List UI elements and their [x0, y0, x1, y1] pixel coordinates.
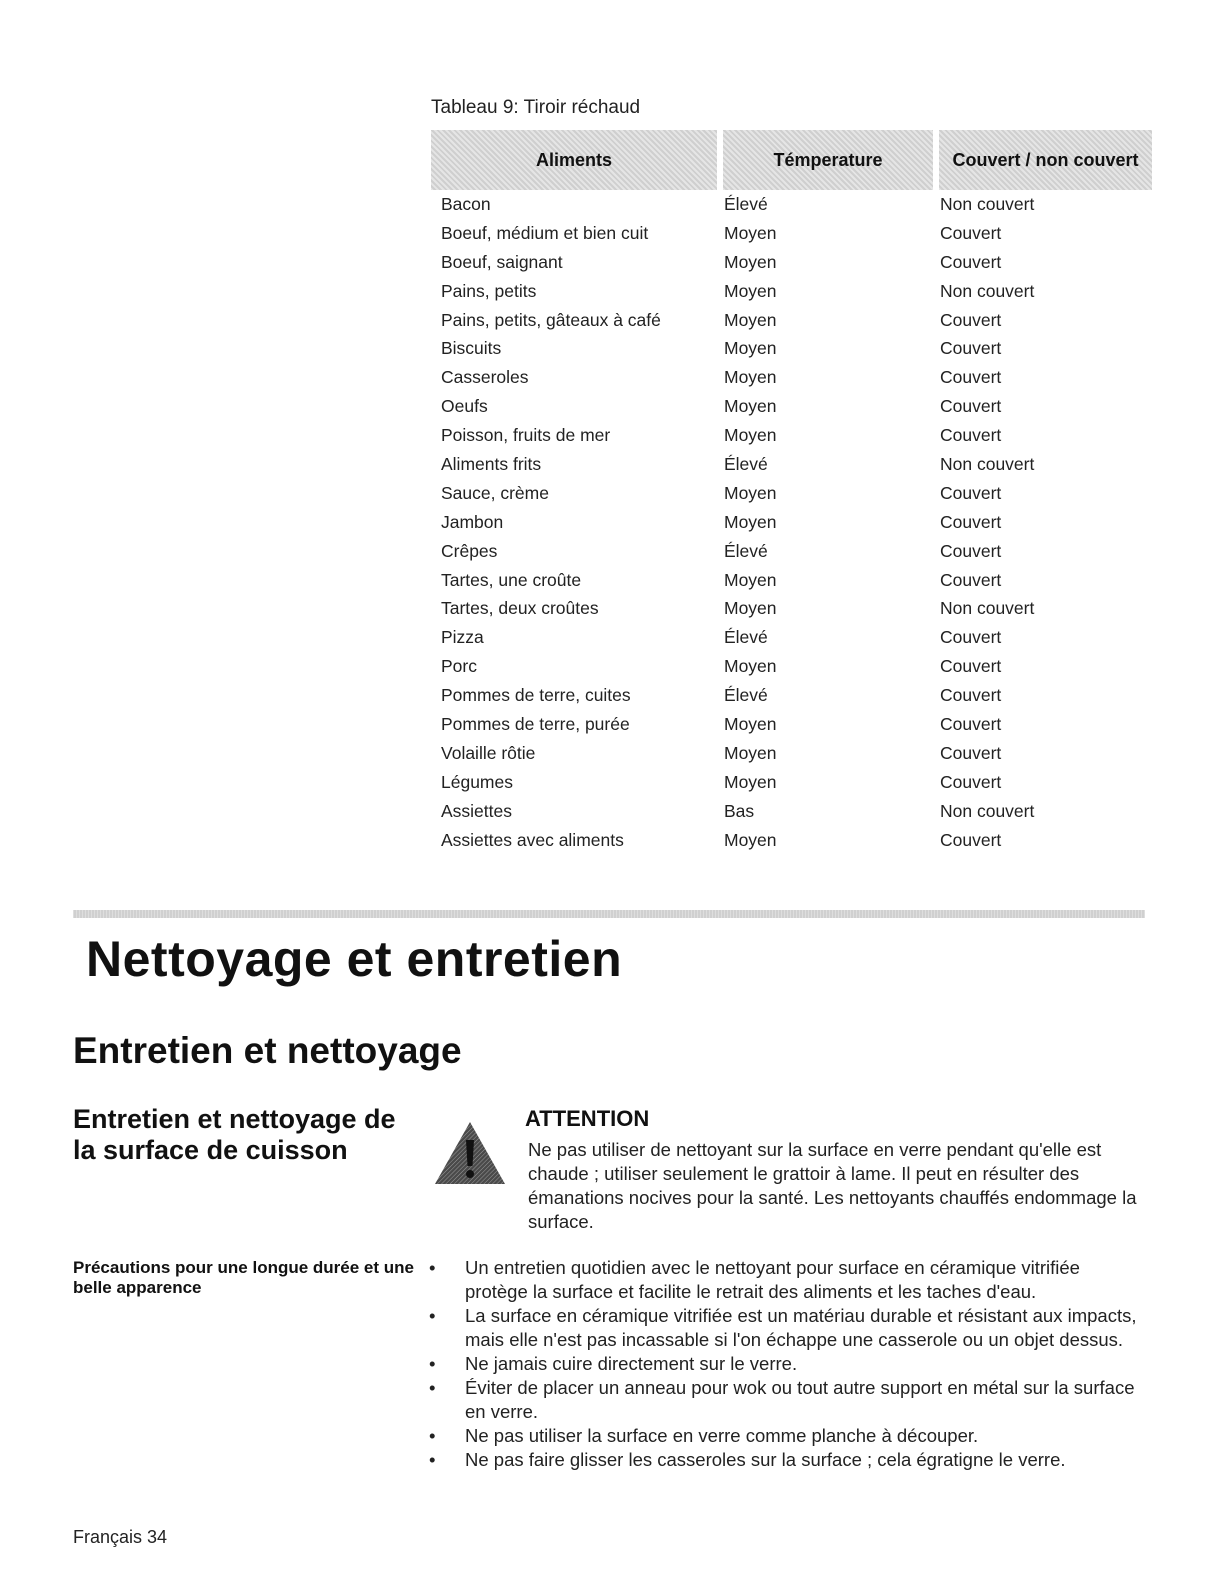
cell-aliment: Oeufs — [441, 396, 488, 417]
table-row — [431, 277, 1152, 306]
cell-aliment: Volaille rôtie — [441, 742, 536, 763]
cell-couvert: Couvert — [940, 713, 1002, 734]
list-item — [425, 1424, 1145, 1448]
header-aliments: Aliments — [431, 130, 720, 190]
table-row — [431, 479, 1152, 508]
cell-couvert: Non couvert — [940, 598, 1035, 619]
cell-aliment: Tartes, une croûte — [441, 569, 582, 590]
cell-temperature: Élevé — [724, 685, 768, 706]
cell-temperature: Élevé — [724, 627, 768, 648]
cell-couvert: Couvert — [940, 309, 1002, 330]
table-row — [431, 508, 1152, 537]
table-row — [431, 739, 1152, 768]
table-row — [431, 306, 1152, 335]
list-item-text: La surface en céramique vitrifiée est un matériau durable et résistant aux impacts, mais elle n'est pas incassable si l'on échappe une casserole ou un objet dessus. — [465, 1305, 1137, 1350]
attention-title: ATTENTION — [525, 1106, 650, 1131]
cell-temperature: Moyen — [724, 713, 777, 734]
list-item-text: Un entretien quotidien avec le nettoyant pour surface en céramique vitrifiée protège la surface et facilite le retrait des aliments et les taches d'eau. — [465, 1257, 1080, 1302]
table-row — [431, 594, 1152, 623]
bullet-icon: • — [429, 1353, 436, 1374]
cell-aliment: Assiettes avec aliments — [441, 829, 624, 850]
cell-temperature: Moyen — [724, 511, 777, 532]
list-item-text: Ne jamais cuire directement sur le verre. — [465, 1353, 798, 1374]
precautions-list — [425, 1256, 1145, 1472]
table-row — [431, 334, 1152, 363]
table-row — [431, 652, 1152, 681]
bullet-icon: • — [429, 1449, 436, 1470]
cell-couvert: Couvert — [940, 685, 1002, 706]
bullet-icon: • — [429, 1305, 436, 1326]
cell-couvert: Couvert — [940, 829, 1002, 850]
cell-aliment: Aliments frits — [441, 453, 542, 474]
cell-temperature: Moyen — [724, 367, 777, 388]
table-row — [431, 566, 1152, 595]
cell-temperature: Moyen — [724, 482, 777, 503]
cell-aliment: Bacon — [441, 193, 491, 214]
cell-temperature: Bas — [724, 800, 755, 821]
cell-aliment: Boeuf, médium et bien cuit — [441, 222, 649, 243]
cell-couvert: Couvert — [940, 569, 1002, 590]
cell-aliment: Porc — [441, 656, 477, 677]
list-item — [425, 1352, 1145, 1376]
list-item-text: Éviter de placer un anneau pour wok ou tout autre support en métal sur la surface en verre. — [465, 1377, 1135, 1422]
cell-couvert: Couvert — [940, 511, 1002, 532]
list-item-text: Ne pas utiliser la surface en verre comme planche à découper. — [465, 1425, 979, 1446]
table-row — [431, 537, 1152, 566]
cell-temperature: Moyen — [724, 338, 777, 359]
cell-aliment: Biscuits — [441, 338, 502, 359]
cell-temperature: Moyen — [724, 396, 777, 417]
table-row — [431, 248, 1152, 277]
cell-couvert: Couvert — [940, 482, 1002, 503]
cell-couvert: Couvert — [940, 771, 1002, 792]
subsection-title: Entretien et nettoyage de la surface de cuisson — [73, 1104, 396, 1165]
cell-temperature: Moyen — [724, 309, 777, 330]
list-item — [425, 1376, 1145, 1424]
table-row — [431, 392, 1152, 421]
cell-couvert: Couvert — [940, 627, 1002, 648]
cell-aliment: Jambon — [441, 511, 504, 532]
table-row — [431, 190, 1152, 219]
cell-temperature: Moyen — [724, 656, 777, 677]
table-row — [431, 421, 1152, 450]
cell-couvert: Couvert — [940, 425, 1002, 446]
cell-temperature: Moyen — [724, 222, 777, 243]
table-row — [431, 768, 1152, 797]
cell-temperature: Moyen — [724, 280, 777, 301]
cell-couvert: Couvert — [940, 251, 1002, 272]
cell-temperature: Élevé — [724, 193, 768, 214]
header-temperature: Témperature — [720, 130, 936, 190]
cell-couvert: Couvert — [940, 742, 1002, 763]
cell-couvert: Couvert — [940, 396, 1002, 417]
cell-couvert: Couvert — [940, 540, 1002, 561]
cell-couvert: Couvert — [940, 222, 1002, 243]
list-item — [425, 1304, 1145, 1352]
cell-aliment: Sauce, crème — [441, 482, 549, 503]
cell-aliment: Pains, petits, gâteaux à café — [441, 309, 661, 330]
attention-text: Ne pas utiliser de nettoyant sur la surface en verre pendant qu'elle est chaude ; utiliser seulement le grattoir à lame. Il peut en résulter des émanations nocives pour la santé. Les nettoyants chauffés endommage la surface. — [528, 1139, 1137, 1232]
cell-aliment: Pizza — [441, 627, 484, 648]
bullet-icon: • — [429, 1377, 436, 1398]
table-row — [431, 681, 1152, 710]
cell-couvert: Couvert — [940, 367, 1002, 388]
cell-aliment: Pommes de terre, purée — [441, 713, 630, 734]
cell-aliment: Casseroles — [441, 367, 529, 388]
page-footer: Français 34 — [73, 1527, 168, 1547]
table-row — [431, 219, 1152, 248]
section-title: Entretien et nettoyage — [73, 1030, 462, 1071]
table-caption: Tableau 9: Tiroir réchaud — [431, 97, 641, 118]
table-row — [431, 363, 1152, 392]
page-title: Nettoyage et entretien — [86, 931, 623, 987]
cell-temperature: Moyen — [724, 829, 777, 850]
cell-couvert: Couvert — [940, 338, 1002, 359]
cell-temperature: Moyen — [724, 569, 777, 590]
cell-aliment: Pains, petits — [441, 280, 537, 301]
table-row — [431, 710, 1152, 739]
cell-temperature: Élevé — [724, 453, 768, 474]
cell-aliment: Pommes de terre, cuites — [441, 685, 631, 706]
cell-aliment: Assiettes — [441, 800, 512, 821]
section-divider — [73, 910, 1145, 918]
cell-temperature: Moyen — [724, 251, 777, 272]
cell-temperature: Moyen — [724, 742, 777, 763]
table-row — [431, 797, 1152, 826]
table-row — [431, 826, 1152, 855]
header-couvert: Couvert / non couvert — [936, 130, 1152, 190]
cell-aliment: Légumes — [441, 771, 513, 792]
list-item-text: Ne pas faire glisser les casseroles sur la surface ; cela égratigne le verre. — [465, 1449, 1066, 1470]
cell-aliment: Poisson, fruits de mer — [441, 425, 611, 446]
bullet-icon: • — [429, 1257, 436, 1278]
bullet-icon: • — [429, 1425, 436, 1446]
cell-aliment: Boeuf, saignant — [441, 251, 563, 272]
cell-temperature: Moyen — [724, 425, 777, 446]
warming-drawer-table — [431, 130, 1152, 854]
cell-couvert: Non couvert — [940, 193, 1035, 214]
table-body — [431, 190, 1152, 854]
cell-couvert: Non couvert — [940, 800, 1035, 821]
precautions-label: Précautions pour une longue durée et une belle apparence — [73, 1258, 414, 1297]
cell-aliment: Crêpes — [441, 540, 498, 561]
table-header-row — [431, 130, 1152, 190]
table-row — [431, 450, 1152, 479]
cell-couvert: Non couvert — [940, 453, 1035, 474]
cell-couvert: Non couvert — [940, 280, 1035, 301]
cell-temperature: Moyen — [724, 598, 777, 619]
warning-triangle-icon — [433, 1120, 507, 1186]
cell-aliment: Tartes, deux croûtes — [441, 598, 599, 619]
cell-temperature: Élevé — [724, 540, 768, 561]
list-item — [425, 1256, 1145, 1304]
cell-temperature: Moyen — [724, 771, 777, 792]
list-item — [425, 1448, 1145, 1472]
table-row — [431, 623, 1152, 652]
cell-couvert: Couvert — [940, 656, 1002, 677]
